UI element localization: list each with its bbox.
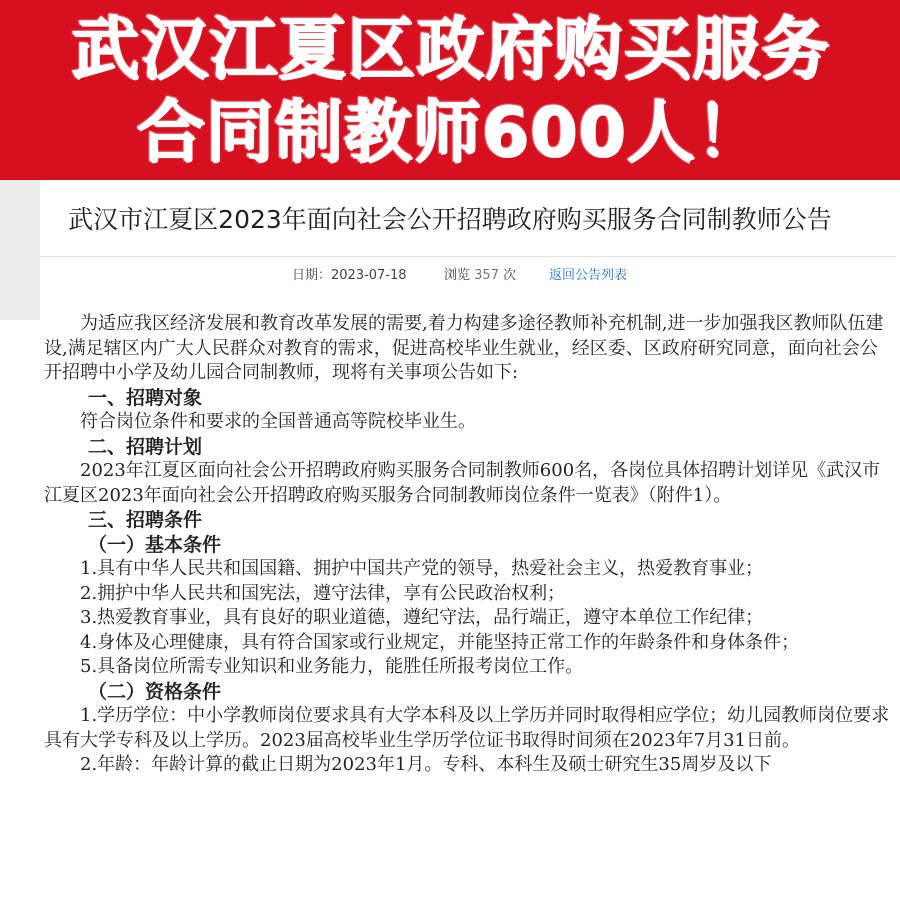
list-item: 2.年龄：年龄计算的截止日期为2023年1月。专科、本科生及硕士研究生35周岁及以下 [80,754,772,775]
list-item: 5.具备岗位所需专业知识和业务能力，能胜任所报考岗位工作。 [80,656,584,677]
subsection-basic-conditions: （一）基本条件 [88,533,222,556]
view-count [444,266,516,286]
list-item: 1.学历学位：中小学教师岗位要求具有大学本科及以上学历并同时取得相应学位；幼儿园教师岗位要求具有大学专科及以上学历。2023届高校毕业生学历学位证书取得时间须在2023年7月31日前。 [44,705,890,751]
headline-banner [0,0,900,180]
section-heading-1: 一、招聘对象 [88,386,203,409]
list-item: 4.身体及心理健康，具有符合国家或行业规定，并能坚持正常工作的年龄条件和身体条件； [80,631,800,653]
list-item: 1.具有中华人民共和国国籍、拥护中国共产党的领导，热爱社会主义，热爱教育事业； [80,558,764,579]
views-label: 浏览 [444,268,471,283]
recruitment-plan-text: 2023年江夏区面向社会公开招聘政府购买服务合同制教师600名，各岗位具体招聘计划详见《武汉市江夏区2023年面向社会公开招聘政府购买服务合同制教师岗位条件一览表》（附件1）。 [44,460,881,506]
list-item: 2.拥护中华人民共和国宪法，遵守法律，享有公民政治权利； [80,582,566,604]
headline-line-2: 合同制教师600人！ [136,93,764,172]
notice-title: 武汉市江夏区2023年面向社会公开招聘政府购买服务合同制教师公告 [68,205,832,234]
intro-paragraph: 为适应我区经济发展和教育改革发展的需要,着力构建多途径教师补充机制,进一步加强我区教师队伍建设,满足辖区内广大人民群众对教育的需求，促进高校毕业生就业，经区委、区政府研究同意，面向社会公开招聘中小学及幼儿园合同制教师，现将有关事项公告如下: [44,313,884,383]
section-heading-2: 二、招聘计划 [88,435,203,458]
recruitment-target-text: 符合岗位条件和要求的全国普通高等院校毕业生。 [80,411,476,432]
notice-date: 日期：2023-07-18 [292,268,407,283]
back-to-list-link[interactable]: 返回公告列表 [549,268,628,283]
title-divider [40,256,896,257]
headline-line-1: 武汉江夏区政府购买服务 [70,10,830,89]
views-unit: 次 [503,268,517,283]
subsection-qualifications: （二）资格条件 [88,680,222,703]
views-number: 357 [474,268,499,283]
section-heading-3: 三、招聘条件 [88,509,203,531]
list-item: 3.热爱教育事业，具有良好的职业道德，遵纪守法，品行端正，遵守本单位工作纪律； [80,607,764,628]
notice-body [44,312,890,778]
